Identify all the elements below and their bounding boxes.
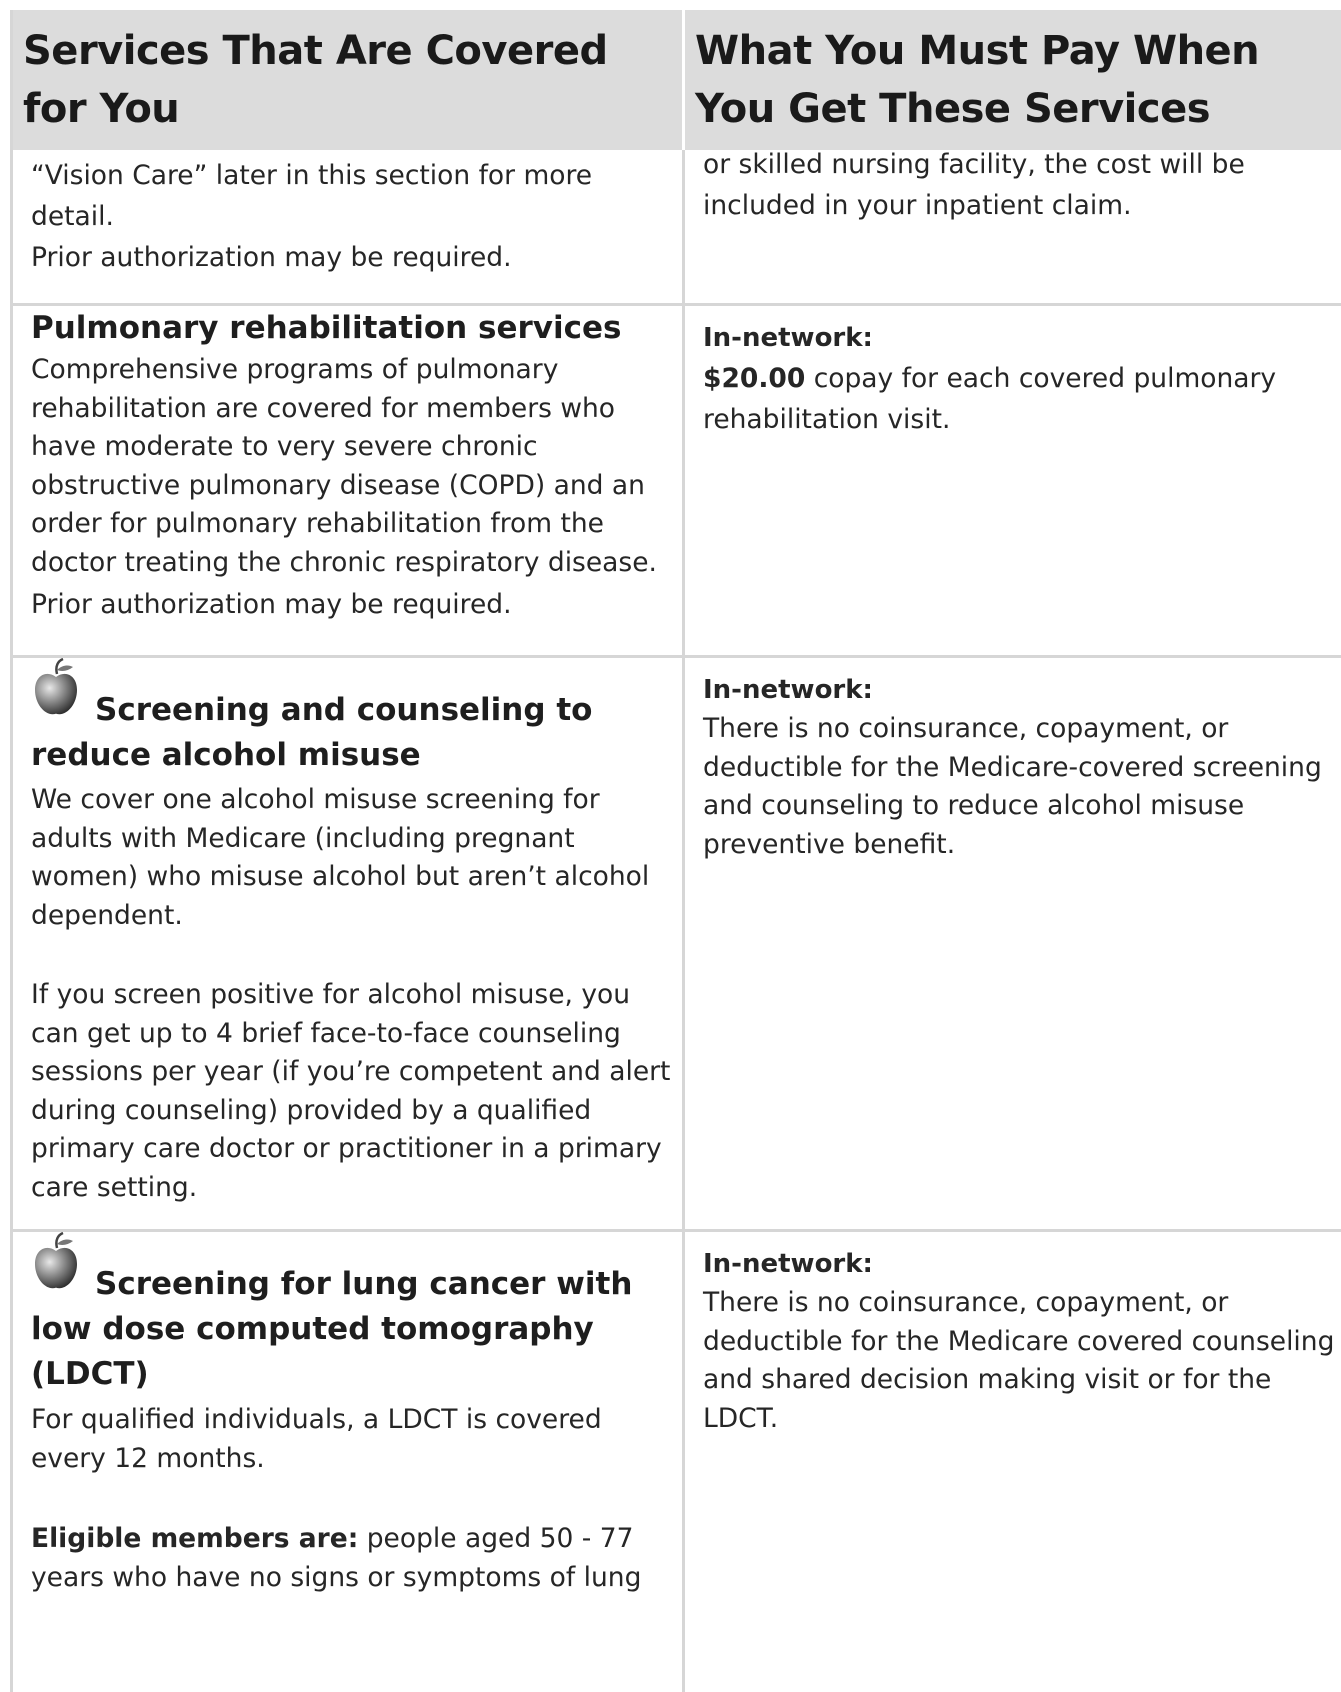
header-services: Services That Are Covered for You [23,28,608,132]
table-header [13,10,1341,150]
table-row-lung-right [703,1244,1341,1438]
alcohol-description-1: We cover one alcohol misuse screening for adults with Medicare (including pregnant women) who misuse alcohol but aren’t alcohol dependent. [31,784,650,931]
prior-auth-note: Prior authorization may be required. [31,589,512,620]
alcohol-cost-text: There is no coinsurance, copayment, or deductible for the Medicare-covered screening and counseling to reduce alcohol misuse preventive benefit. [703,713,1322,860]
pulmonary-cost [703,358,1341,440]
in-network-label: In-network: [703,323,873,353]
in-network-label: In-network: [703,1249,873,1279]
table-row-alcohol-left [31,664,679,1207]
lung-cost-text: There is no coinsurance, copayment, or deductible for the Medicare covered counseling and shared decision making visit or for the LDCT. [703,1287,1335,1434]
in-network-label: In-network: [703,675,873,705]
eligible-members-text: people aged 50 - 77 years who have no signs or symptoms of lung [31,1523,642,1593]
eligible-members-label: Eligible members are: [31,1523,359,1554]
inpatient-claim-text: or skilled nursing facility, the cost will be included in your inpatient claim. [703,149,1245,221]
prior-auth-note: Prior authorization may be required. [31,242,512,273]
vision-continuation-text: “Vision Care” later in this section for more detail. [31,160,593,232]
table-row-alcohol-right [703,670,1341,864]
lung-eligibility [31,1519,679,1597]
lung-title: Screening for lung cancer with low dose computed tomography (LDCT) [31,1266,633,1392]
table-row-lung-left [31,1238,679,1597]
table-row-pulmonary-right [703,318,1341,440]
alcohol-title: Screening and counseling to reduce alcohol misuse [31,692,593,773]
table-row-vision-left [31,153,679,278]
pulmonary-description: Comprehensive programs of pulmonary rehabilitation are covered for members who have moderate to very severe chronic obstructive pulmonary disease (COPD) and an order for pulmonary rehabilitation from the doctor treating the chronic respiratory disease. [31,354,657,578]
table-row-vision-right [703,144,1341,226]
apple-icon [33,1232,79,1292]
alcohol-title-block [31,664,679,778]
copay-amount: $20.00 [703,363,806,394]
copay-description: copay for each covered pulmonary rehabilitation visit. [703,363,1277,435]
row-divider [13,655,1341,658]
lung-description: For qualified individuals, a LDCT is covered every 12 months. [31,1404,602,1474]
column-divider [682,150,685,1692]
row-divider [13,1229,1341,1232]
pulmonary-title: Pulmonary rehabilitation services [31,310,622,346]
alcohol-description-2: If you screen positive for alcohol misuse, you can get up to 4 brief face-to-face counseling sessions per year (if you’re competent and alert during counseling) provided by a qualified primary care doctor or practitioner in a primary care setting. [31,979,671,1203]
header-payment: What You Must Pay When You Get These Services [695,28,1260,132]
lung-title-block [31,1238,679,1397]
table-row-pulmonary-left [31,306,679,625]
coverage-table [10,10,1341,1692]
apple-icon [33,658,79,718]
